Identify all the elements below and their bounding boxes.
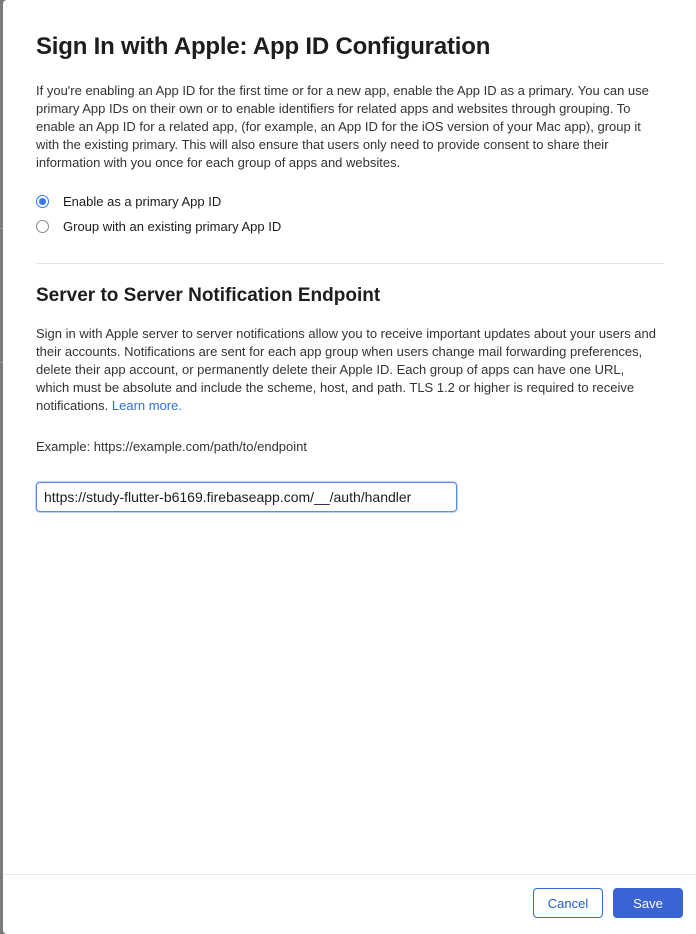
dialog-title: Sign In with Apple: App ID Configuration xyxy=(36,33,491,60)
radio-button-checked[interactable] xyxy=(36,195,49,208)
section-divider xyxy=(36,263,664,264)
endpoint-example: Example: https://example.com/path/to/endpoint xyxy=(36,439,307,454)
endpoint-url-input[interactable] xyxy=(36,482,457,512)
cancel-button[interactable]: Cancel xyxy=(533,888,603,918)
radio-label: Enable as a primary App ID xyxy=(63,194,222,209)
app-id-configuration-dialog xyxy=(3,0,696,934)
radio-button[interactable] xyxy=(36,220,49,233)
radio-group-existing[interactable] xyxy=(36,219,281,234)
radio-label: Group with an existing primary App ID xyxy=(63,219,282,234)
save-button[interactable]: Save xyxy=(613,888,683,918)
learn-more-link[interactable]: Learn more. xyxy=(111,398,182,413)
notification-description-text: Sign in with Apple server to server notifications allow you to receive important updates about your users and their accounts. Notifications are sent for each app group when users change mail forwarding preferences, delete their app account, or permanently delete their Apple ID. Each group of apps can have one URL, which must be absolute and include the scheme, host, and path. TLS 1.2 or higher is required to receive notifications. xyxy=(36,326,657,413)
radio-enable-primary[interactable] xyxy=(36,194,221,209)
notification-section-heading: Server to Server Notification Endpoint xyxy=(36,285,381,306)
footer-divider xyxy=(3,874,696,875)
intro-text: If you're enabling an App ID for the first time or for a new app, enable the App ID as a primary. You can use primary App IDs on their own or to enable identifiers for related apps and websites through grouping. To enable an App ID for a related app, (for example, an App ID for the iOS version of your Mac app), group it with the existing primary. This will also ensure that users only need to provide consent to share their information with you once for each group of apps and websites. xyxy=(36,83,649,170)
notification-description xyxy=(36,325,660,415)
